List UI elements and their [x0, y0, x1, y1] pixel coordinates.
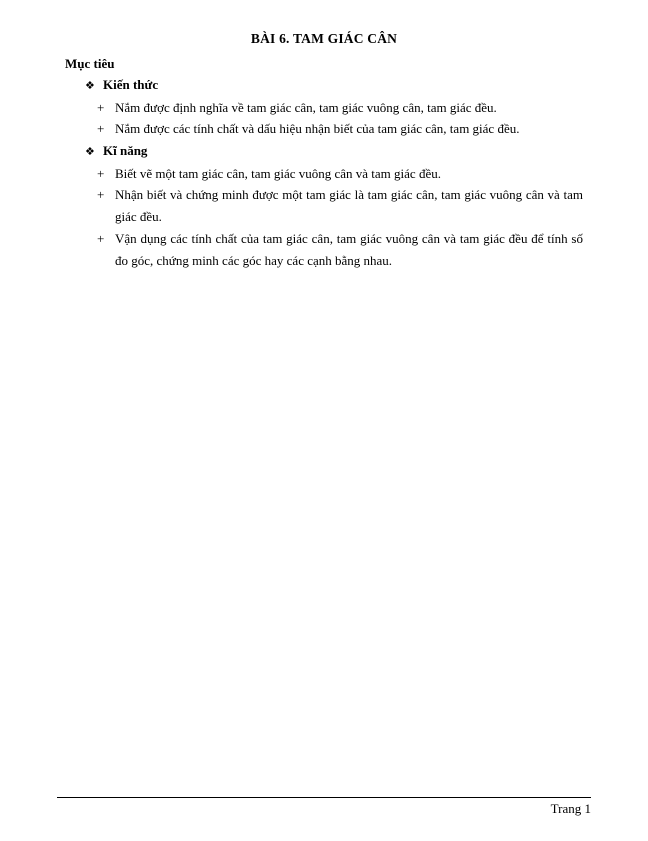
list-item: [65, 118, 583, 140]
plus-marker: +: [97, 230, 105, 246]
diamond-bullet-icon: ❖: [85, 79, 95, 92]
page-number: Trang 1: [550, 801, 591, 816]
diamond-bullet-icon: ❖: [85, 145, 95, 159]
section-title-skills: Kĩ năng: [103, 143, 148, 159]
document-content: [0, 0, 648, 272]
plus-marker: +: [97, 99, 105, 115]
list-item: [65, 97, 583, 119]
plus-marker: +: [97, 165, 105, 181]
section-knowledge: [65, 74, 583, 97]
list-item-text: Biết vẽ một tam giác cân, tam giác vuông cân và tam giác đều.: [115, 165, 441, 181]
plus-marker: +: [97, 121, 105, 137]
plus-marker: +: [97, 187, 105, 203]
list-item: [65, 163, 583, 185]
list-item-text: Nhận biết và chứng minh được một tam giác là tam giác cân, tam giác vuông cân và tam giác đều.: [115, 187, 583, 225]
page-title: BÀI 6. TAM GIÁC CÂN: [250, 31, 398, 46]
list-item-text: Nắm được định nghĩa về tam giác cân, tam giác vuông cân, tam giác đều.: [115, 99, 497, 115]
objectives-heading: Mục tiêu: [65, 56, 115, 71]
page-footer: [57, 797, 591, 819]
list-item-text: Vận dụng các tính chất của tam giác cân, tam giác vuông cân và tam giác đều để tính số đo góc, chứng minh các góc hay các cạnh bằng nhau.: [115, 230, 583, 268]
section-title-knowledge: Kiến thức: [103, 77, 159, 92]
list-item-text: Nắm được các tính chất và dấu hiệu nhận biết của tam giác cân, tam giác đều.: [115, 121, 520, 137]
section-skills: [65, 140, 583, 163]
list-item: [65, 184, 583, 228]
list-item: [65, 228, 583, 272]
